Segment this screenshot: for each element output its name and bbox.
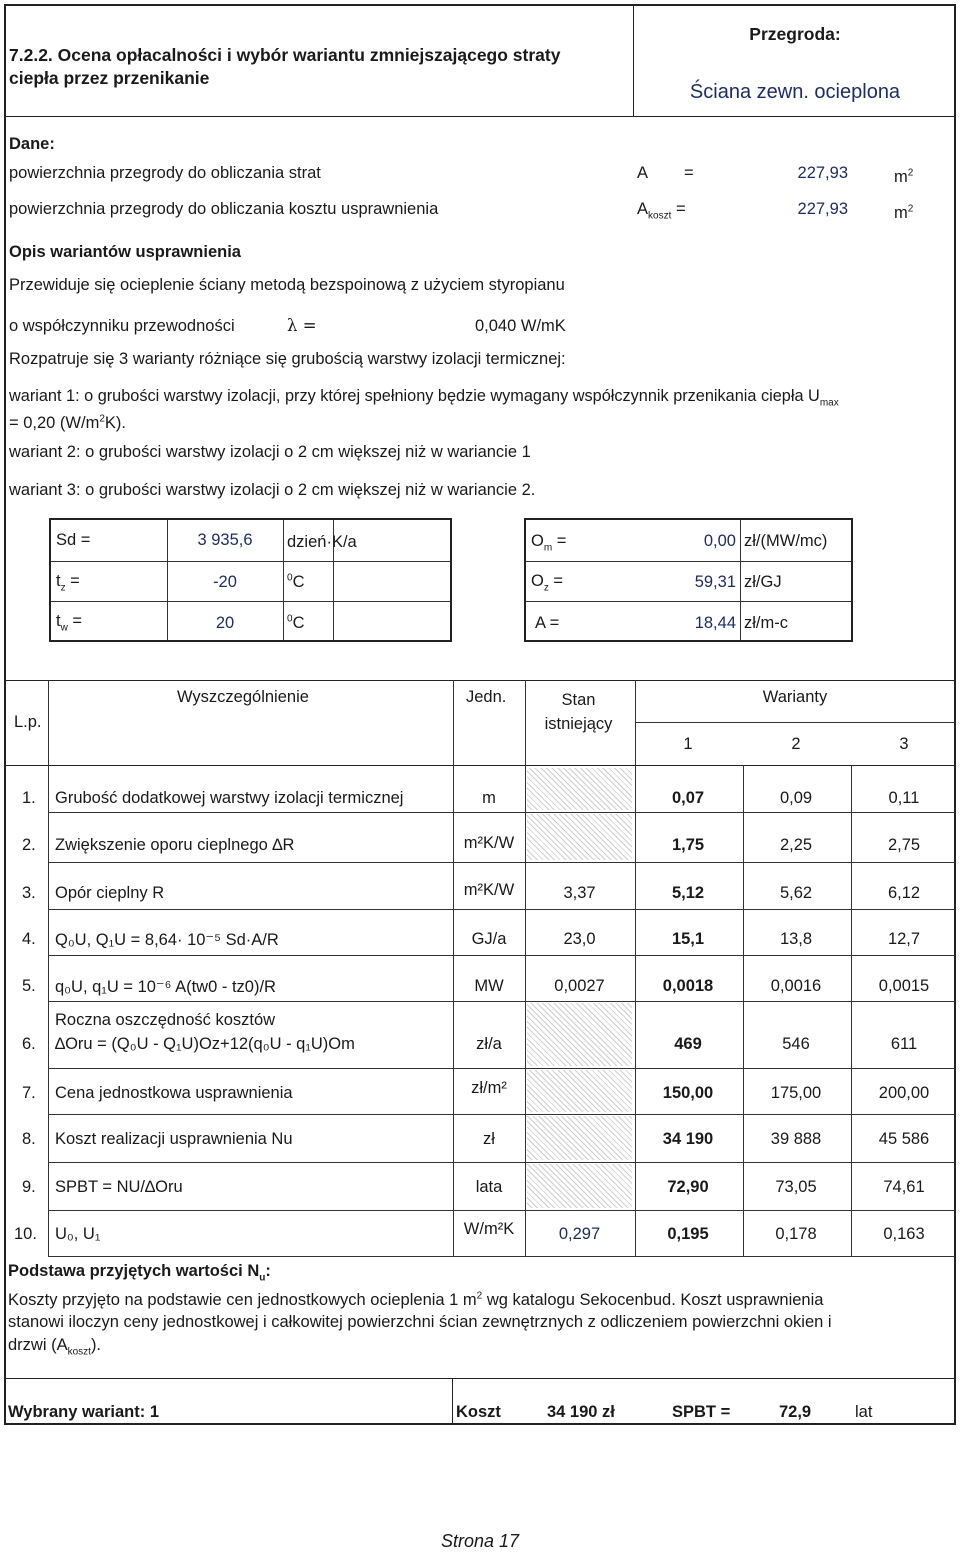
table-row-desc: q₀U, q₁U = 10⁻⁶ A(tw0 - tz0)/R	[55, 978, 276, 996]
summary-koszt-value: 34 190 zł	[547, 1403, 615, 1421]
table-row-v1: 150,00	[662, 1084, 714, 1102]
table-row-v1: 0,195	[667, 1225, 709, 1243]
wariant2: wariant 2: o grubości warstwy izolacji o 2 cm większej niż w wariancie 1	[9, 443, 531, 461]
table-row-v1: 0,0018	[662, 977, 714, 995]
param-om-symbol: $O_m$ =	[531, 532, 567, 554]
table-row-lp: 2.	[22, 836, 36, 854]
wariant3: wariant 3: o grubości warstwy izolacji o 2 cm większej niż w wariancie 2.	[9, 481, 536, 499]
table-row-lp: 6.	[22, 1035, 36, 1053]
table-row-stan: 0,297	[558, 1225, 601, 1243]
table-row-v3: 0,163	[883, 1225, 925, 1243]
selected-variant: Wybrany wariant: 1	[8, 1403, 159, 1421]
table-row-unit: zł	[483, 1130, 495, 1148]
table-row-lp: 9.	[22, 1178, 36, 1196]
table-row-lp: 3.	[22, 884, 36, 902]
summary-spbt-value: 72,9	[779, 1403, 812, 1421]
table-row-unit: zł/m²	[471, 1079, 507, 1097]
table-row-desc: Koszt realizacji usprawnienia Nu	[55, 1130, 293, 1148]
dane-row2-unit: $m^2$	[894, 203, 914, 222]
table-row-desc: ∆Oru = (Q₀U - Q₁U)Oz+12(q₀U - q₁U)Om	[55, 1035, 355, 1053]
table-row-unit: GJ/a	[471, 930, 507, 948]
table-row-desc: Zwiększenie oporu cieplnego ∆R	[55, 836, 295, 854]
param-tw-symbol: $t_w$ =	[56, 612, 83, 634]
table-row-unit: zł/a	[476, 1035, 502, 1053]
table-row-v1: 15,1	[671, 930, 705, 948]
summary-spbt-label: SPBT =	[672, 1403, 731, 1421]
dane-row2-symbol: $A_{koszt}$ =	[637, 200, 686, 222]
param-om-unit: zł/(MW/mc)	[744, 532, 828, 550]
table-row-divider	[48, 1210, 955, 1211]
param-a-unit: zł/m-c	[744, 614, 788, 632]
table-row-lp: 4.	[22, 930, 36, 948]
table-col-divider	[743, 765, 744, 1256]
page-number: Strona 17	[440, 1531, 520, 1551]
table-row-v2: 0,0016	[770, 977, 822, 995]
table-col-divider	[635, 680, 636, 1256]
table-row-v1: 34 190	[662, 1130, 714, 1148]
table-row-v3: 74,61	[883, 1178, 925, 1196]
param-tw-value: 20	[215, 614, 235, 632]
table-row-v3: 200,00	[878, 1084, 930, 1102]
param-tz-value: -20	[213, 573, 237, 591]
table-row-v3: 45 586	[878, 1130, 930, 1148]
table-row-v2: 73,05	[775, 1178, 817, 1196]
param-tw-unit: $^0$C	[287, 613, 305, 632]
table-row-desc-top: Roczna oszczędność kosztów	[55, 1011, 276, 1029]
table-row-divider	[48, 1001, 955, 1002]
param-sd-symbol: Sd =	[56, 531, 91, 549]
param-oz-unit: zł/GJ	[744, 573, 782, 591]
dane-row1-symbol: A	[637, 164, 649, 182]
podstawa-line3: drzwi $(A_{koszt})$.	[8, 1336, 102, 1358]
table-col-divider	[851, 765, 852, 1256]
params-left-box	[49, 518, 452, 642]
table-row-lp: 7.	[22, 1084, 36, 1102]
param-oz-symbol: $O_z$ =	[531, 572, 564, 594]
table-row-stan: 23,0	[563, 930, 596, 948]
table-row-v2: 175,00	[770, 1084, 822, 1102]
dane-row2-label: powierzchnia przegrody do obliczania kosztu usprawnienia	[9, 200, 439, 218]
table-row-unit: m²K/W	[463, 881, 515, 899]
table-row-v1: 469	[674, 1035, 702, 1053]
table-row-unit: lata	[475, 1178, 503, 1196]
param-tz-unit: $^0$C	[287, 572, 305, 591]
table-row-v2: 13,8	[779, 930, 813, 948]
table-row-v3: 6,12	[887, 884, 921, 902]
table-row-desc: Cena jednostkowa usprawnienia	[55, 1084, 293, 1102]
table-row-v3: 0,11	[888, 789, 920, 807]
dane-row1-label: powierzchnia przegrody do obliczania strat	[9, 164, 321, 182]
opis-heading: Opis wariantów usprawnienia	[9, 243, 241, 261]
dane-row2-value: 227,93	[797, 200, 848, 218]
table-row-desc: U₀, U₁	[55, 1225, 101, 1243]
podstawa-line1: Koszty przyjęto na podstawie cen jednostkowych ocieplenia 1 $m^2$ wg katalogu Sekocenbud. Koszt usprawnienia	[8, 1290, 824, 1309]
table-row-lp: 1.	[22, 789, 36, 807]
table-row-v3: 2,75	[887, 836, 921, 854]
table-row-divider	[48, 1068, 955, 1069]
podstawa-heading: Podstawa przyjętych wartości $N_u$:	[8, 1262, 271, 1284]
section-title: 7.2.2. Ocena opłacalności i wybór wariantu zmniejszającego straty ciepła przez przenikanie	[9, 45, 561, 88]
head-wyszczegolnienie: Wyszczególnienie	[177, 688, 309, 706]
table-row-v2: 0,178	[775, 1225, 817, 1243]
table-col-divider	[453, 680, 454, 1256]
table-row-v1: 72,90	[667, 1178, 709, 1196]
table-row-v2: 2,25	[779, 836, 813, 854]
param-oz-value: 59,31	[694, 573, 736, 591]
table-row-divider	[48, 1114, 955, 1115]
table-row-unit: W/m²K	[463, 1220, 515, 1238]
table-row-lp: 10.	[14, 1225, 37, 1243]
table-row-divider	[48, 955, 955, 956]
params-right-box	[524, 518, 853, 642]
summary-spbt-unit: lat	[855, 1403, 873, 1421]
param-a-symbol: A =	[535, 614, 560, 632]
table-row-desc: Opór cieplny R	[55, 884, 165, 902]
dane-row1-eq: =	[684, 164, 694, 182]
dane-heading: Dane:	[9, 135, 55, 153]
table-row-divider	[48, 1256, 955, 1257]
table-row-stan: 3,37	[563, 884, 596, 902]
table-row-lp: 5.	[22, 977, 36, 995]
table-row-v1: 5,12	[671, 884, 705, 902]
table-row-desc: Q₀U, Q₁U = 8,64· 10⁻⁵ Sd·A/R	[55, 931, 279, 949]
table-row-v3: 12,7	[887, 930, 921, 948]
head-w1: 1	[683, 735, 693, 753]
summary-koszt-label: Koszt	[456, 1403, 501, 1421]
head-lp: L.p.	[14, 713, 42, 731]
divider	[5, 680, 955, 681]
table-col-divider	[525, 680, 526, 1256]
head-stan: Stan istniejący	[544, 691, 613, 733]
table-row-v1: 0,07	[671, 789, 705, 807]
lambda-label: o współczynniku przewodności	[9, 317, 235, 335]
head-jedn: Jedn.	[466, 688, 507, 706]
head-warianty: Warianty	[762, 688, 828, 706]
param-sd-value: 3 935,6	[197, 531, 253, 549]
table-row-divider	[48, 812, 955, 813]
divider	[5, 1378, 955, 1379]
partition-value: Ściana zewn. ocieplona	[689, 81, 901, 103]
table-row-unit: MW	[474, 977, 504, 995]
table-row-v1: 1,75	[671, 836, 705, 854]
table-row-divider	[48, 909, 955, 910]
header-divider	[633, 5, 634, 117]
table-row-unit: m²K/W	[463, 834, 515, 852]
head-w3: 3	[899, 735, 909, 753]
lambda-value: 0,040 W/mK	[475, 317, 566, 335]
table-row-unit: m	[482, 789, 496, 807]
table-row-v3: 611	[890, 1035, 918, 1053]
opis-line3: Rozpatruje się 3 warianty różniące się grubością warstwy izolacji termicznej:	[9, 350, 566, 368]
table-row-v3: 0,0015	[878, 977, 930, 995]
param-om-value: 0,00	[703, 532, 736, 550]
table-row-desc: Grubość dodatkowej warstwy izolacji termicznej	[55, 789, 404, 807]
partition-label: Przegroda:	[749, 24, 841, 44]
table-row-divider	[48, 862, 955, 863]
param-sd-unit: dzień·K/a	[287, 533, 357, 551]
table-row-v2: 39 888	[770, 1130, 822, 1148]
param-a-value: 18,44	[694, 614, 736, 632]
table-row-stan: 0,0027	[554, 977, 605, 995]
divider	[635, 722, 955, 723]
param-tz-symbol: $t_z$ =	[56, 572, 80, 594]
table-row-v2: 546	[782, 1035, 810, 1053]
table-row-divider	[48, 1162, 955, 1163]
divider	[452, 1378, 453, 1424]
table-col-divider	[48, 680, 49, 1256]
wariant1-line-b: = 0,20 $(W/m^2K)$.	[9, 413, 126, 432]
table-row-desc: SPBT = NU/∆Oru	[55, 1178, 183, 1196]
divider	[5, 765, 955, 766]
table-row-lp: 8.	[22, 1130, 36, 1148]
lambda-symbol: λ =	[287, 316, 317, 335]
dane-row1-unit: $m^2$	[894, 167, 914, 186]
divider	[5, 116, 955, 117]
dane-row1-value: 227,93	[797, 164, 848, 182]
opis-line1: Przewiduje się ocieplenie ściany metodą bezspoinową z użyciem styropianu	[9, 276, 565, 294]
head-w2: 2	[791, 735, 801, 753]
wariant1-line-a: wariant 1: o grubości warstwy izolacji, przy której spełniony będzie wymagany współczynnik przenikania ciepła $U_{max}$	[9, 387, 839, 409]
table-row-v2: 5,62	[779, 884, 813, 902]
podstawa-line2: stanowi iloczyn ceny jednostkowej i całkowitej powierzchni ścian zewnętrznych z odliczeniem powierzchni okien i	[8, 1313, 832, 1331]
table-row-v2: 0,09	[779, 789, 813, 807]
